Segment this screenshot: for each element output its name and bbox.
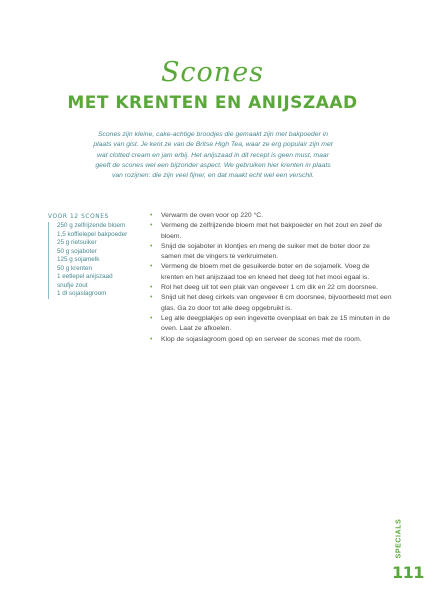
method-step	[150, 293, 392, 314]
method-steps-list	[150, 211, 392, 345]
method-step	[150, 221, 392, 242]
ingredient-item: 50 g krenten	[57, 264, 93, 272]
recipe-title-script: Scones	[160, 57, 265, 88]
ingredient-item: 1 eetlepel anijszaad	[57, 273, 113, 280]
method-step-text: Rol het deeg uit tot een plak van ongeveer 1 cm dik en 22 cm doorsnee.	[161, 284, 378, 292]
method-step-text: Klop de sojaslagroom goed op en serveer de scones met de room.	[161, 335, 362, 343]
method-step-text: Vermeng de bloem met de gesuikerde boter en de sojamelk. Voeg de krenten en het anijszaad toe en kneed het deeg tot het mooi egaal is.	[161, 263, 370, 281]
bullet-icon: •	[150, 212, 153, 219]
section-side-label-text: SPECIALS	[395, 518, 403, 558]
method-step	[150, 314, 392, 335]
ingredient-item: 50 g sojaboter	[57, 247, 97, 255]
bullet-icon: •	[150, 335, 153, 343]
method-step	[150, 242, 392, 263]
method-step-text: Snijd de sojaboter in klontjes en meng de suiker met de boter door ze samen met de vingers te verkruimelen.	[161, 242, 370, 261]
method-step-text: Leg alle deegplakjes op een ingevette ovenplaat en bak ze 15 minuten in de oven. Laat ze afkoelen.	[161, 314, 391, 333]
recipe-title-main: MET KRENTEN EN ANIJSZAAD	[67, 93, 358, 113]
recipe-intro: Scones zijn kleine, cake-achtige broodjes die gemaakt zijn met bakpoeder in plaats van gist. Je kent ze van de Britse High Tea, waar ze erg populair zijn met wat clotted cream en jam erbij. Het anijszaad in dit recept is geen must, maar geeft de scones wel een bijzonder aspect. We gebruiken hier krenten in plaats van rozijnen: die zijn veel fijner, en dat maakt echt wel een verschil.	[93, 131, 333, 180]
ingredients-list	[48, 222, 155, 299]
method-step	[150, 335, 392, 345]
ingredient-item: 250 g zelfrijzende bloem	[57, 222, 126, 229]
method-step	[150, 283, 392, 293]
bullet-icon: •	[150, 263, 153, 271]
section-side-label	[392, 517, 406, 559]
method-step-text: Vermeng de zelfrijzende bloem met het bakpoeder en het zout en zeef de bloem.	[161, 222, 383, 240]
ingredient-item: 1,5 koffielepel bakpoeder	[57, 230, 128, 238]
ingredient-item: 1 dl sojaslagroom	[57, 290, 107, 297]
bullet-icon: •	[150, 294, 153, 302]
ingredient-item: 25 g rietsuiker	[57, 239, 97, 246]
bullet-icon: •	[150, 284, 153, 292]
method-step	[150, 211, 392, 221]
method-step-text: Verwarm de oven voor op 220 °C.	[161, 212, 264, 219]
ingredient-item: 125 g sojamelk	[57, 256, 100, 263]
method-step-text: Snijd uit het deeg cirkels van ongeveer 6 cm doorsnee, bijvoorbeeld met een glas. Ga zo door tot alle deeg opgebruikt is.	[161, 294, 392, 312]
bullet-icon: •	[150, 222, 153, 230]
bullet-icon: •	[150, 242, 153, 250]
page-number: 111	[392, 563, 424, 582]
bullet-icon: •	[150, 314, 153, 322]
ingredient-item: snufje zout	[57, 281, 88, 289]
ingredients-heading: VOOR 12 SCONES	[48, 212, 109, 220]
method-step	[150, 262, 392, 283]
